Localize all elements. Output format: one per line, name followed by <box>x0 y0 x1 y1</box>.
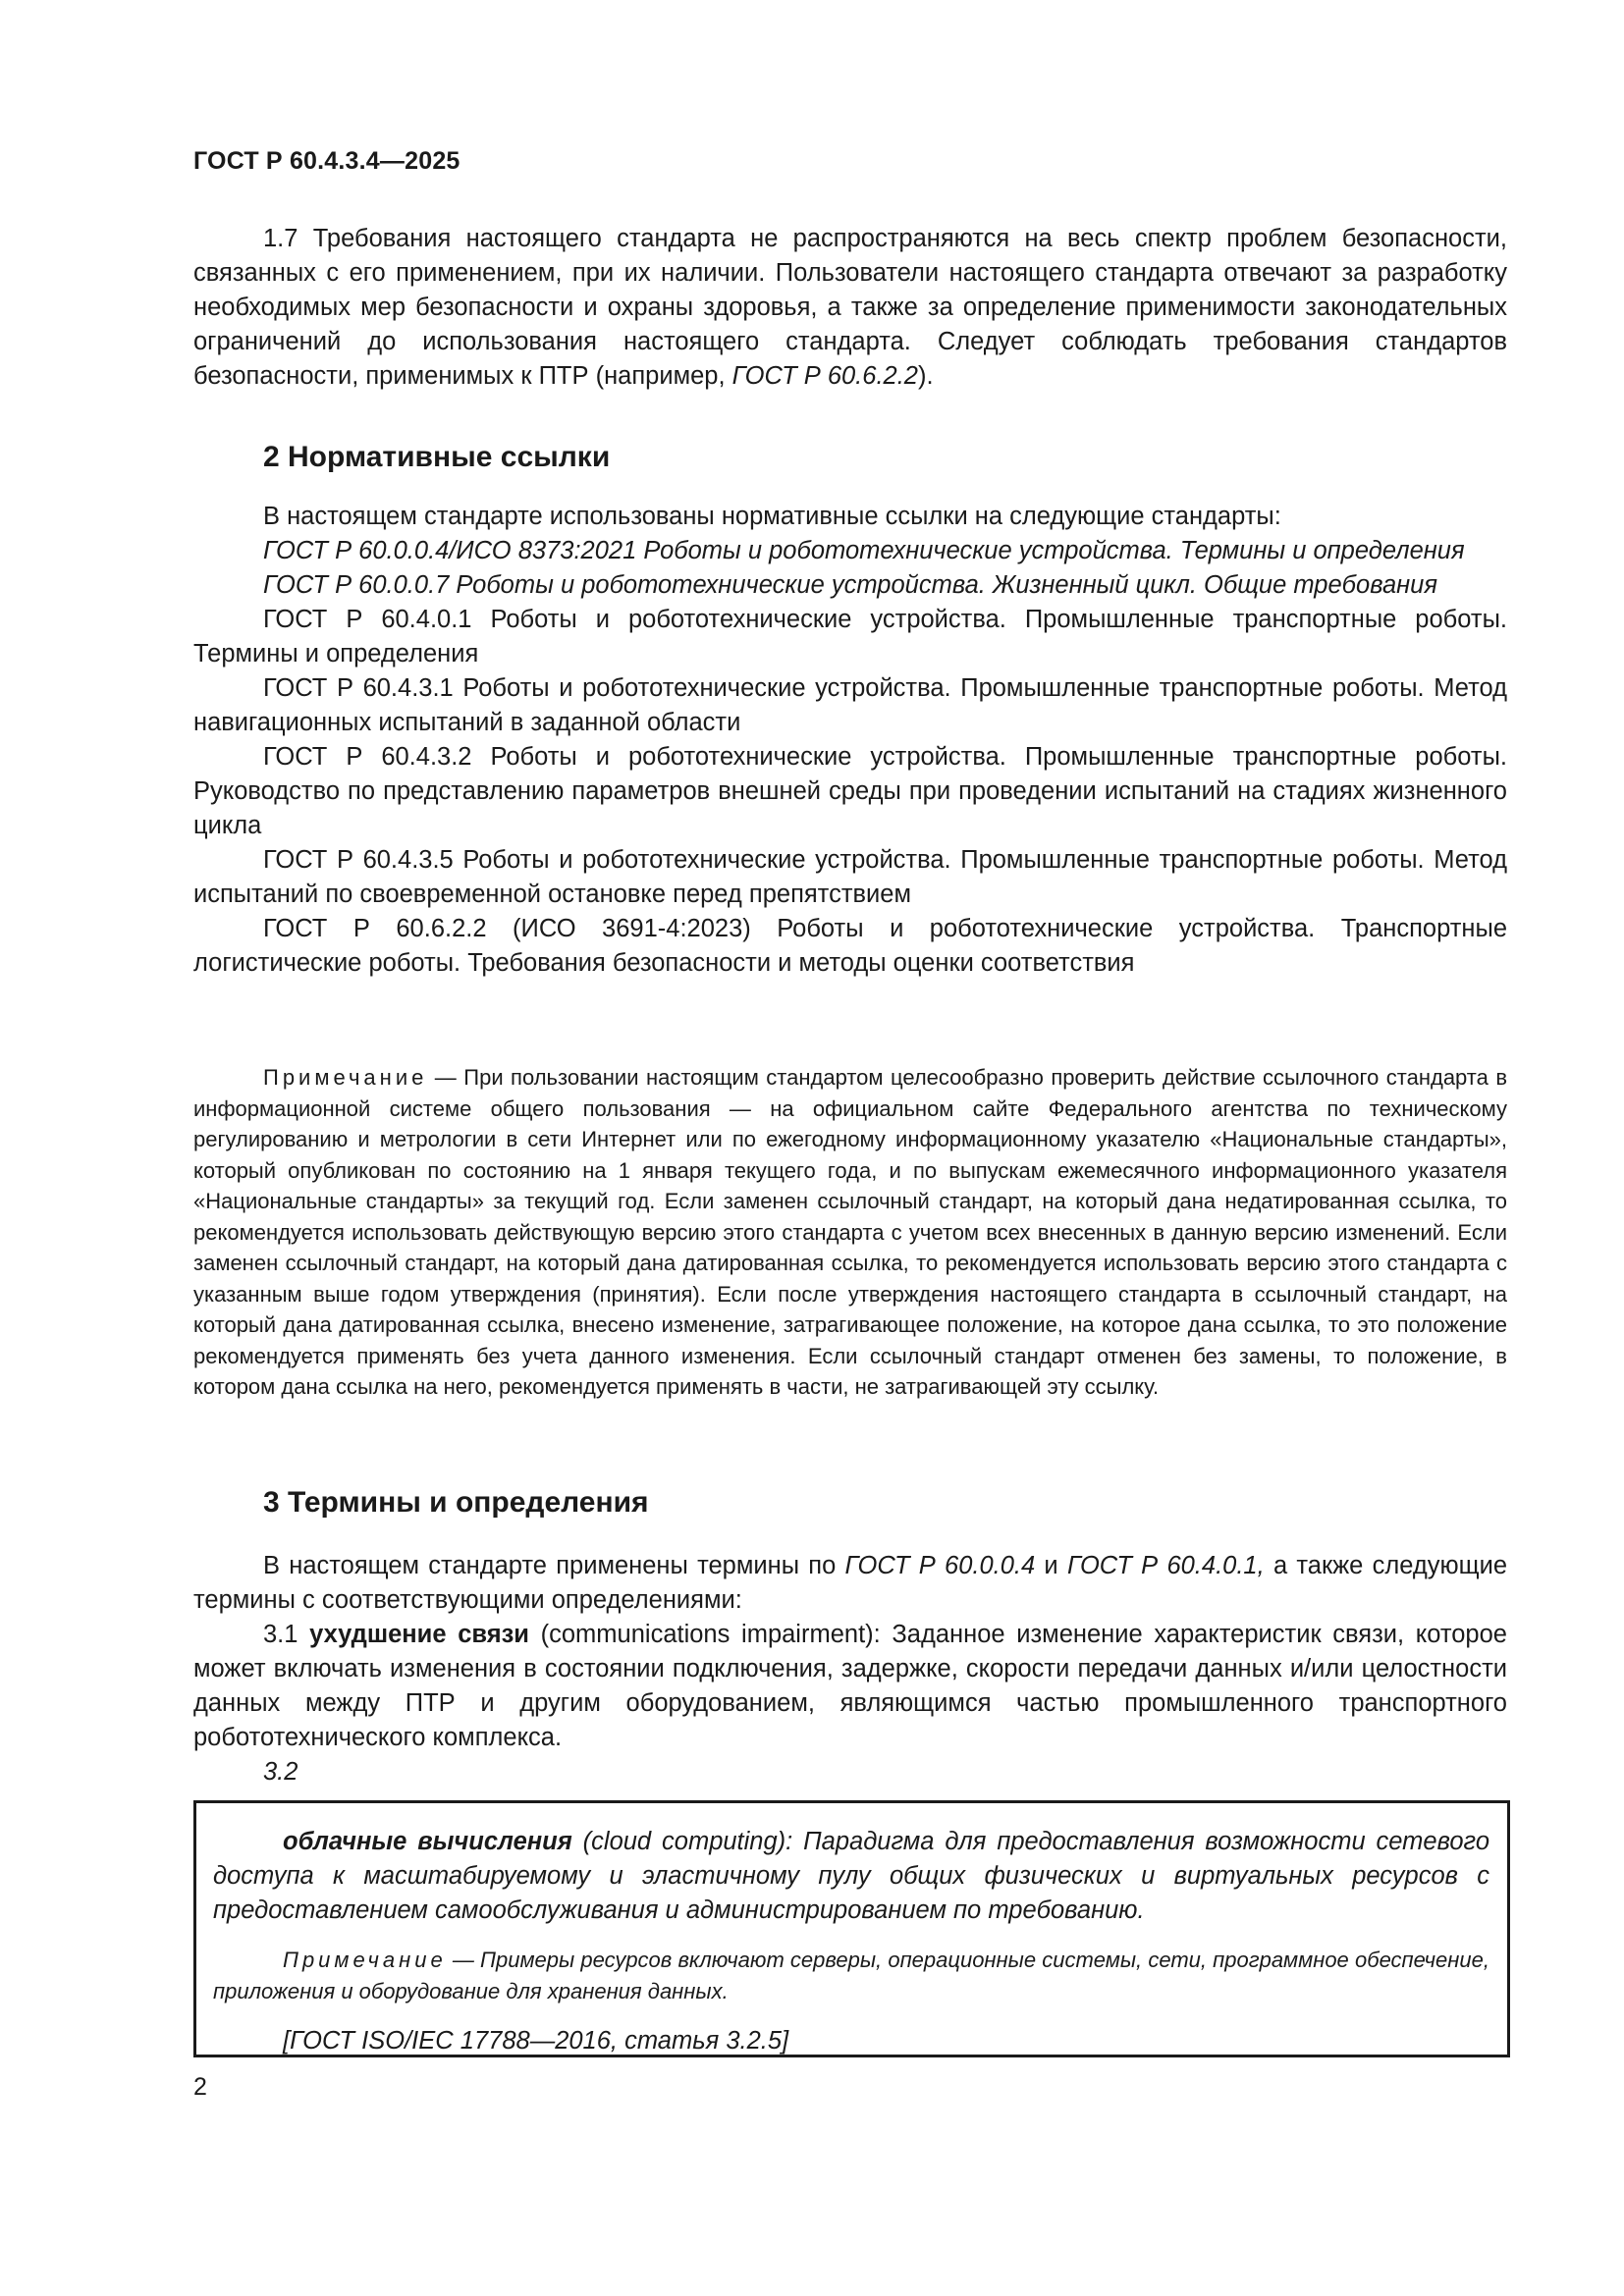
reference-item: ГОСТ Р 60.6.2.2 (ИСО 3691-4:2023) Роботы и робототехнические устройства. Транспортные логистические роботы. Требования безопасности и методы оценки соответствия <box>193 915 1507 977</box>
term-3-1 <box>193 1618 1507 1755</box>
reference-item: ГОСТ Р 60.0.0.7 Роботы и робототехнические устройства. Жизненный цикл. Общие требования <box>263 571 1437 599</box>
note-label: Примечание <box>283 1948 447 1972</box>
term-3-2-definition <box>213 1825 1489 1928</box>
term-english: (communications impairment): <box>528 1621 893 1648</box>
note-label: Примечание <box>263 1065 428 1090</box>
reference-item: ГОСТ Р 60.4.3.5 Роботы и робототехнические устройства. Промышленные транспортные роботы. Метод испытаний по своевременной остановке перед препятствием <box>193 846 1507 908</box>
section-3-body <box>193 1549 1507 1789</box>
reference-item: ГОСТ Р 60.4.0.1 Роботы и робототехнические устройства. Промышленные транспортные роботы. Термины и определения <box>193 606 1507 667</box>
term-3-2-source: [ГОСТ ISO/IEC 17788—2016, статья 3.2.5] <box>283 2027 789 2055</box>
standard-reference: ГОСТ Р 60.6.2.2 <box>731 362 918 390</box>
clause-1-7-paragraph <box>193 222 1507 394</box>
standard-reference: ГОСТ Р 60.4.0.1, <box>1066 1552 1265 1579</box>
section-2-body <box>193 500 1507 981</box>
term-name: ухудшение связи <box>309 1621 529 1648</box>
document-code-header: ГОСТ Р 60.4.3.4—2025 <box>193 147 460 175</box>
clause-text-end: ). <box>918 362 934 390</box>
term-3-2-content <box>213 1825 1489 2058</box>
term-number: 3.1 <box>263 1621 310 1648</box>
section-2-heading: 2 Нормативные ссылки <box>263 441 611 473</box>
note-dash: — <box>446 1948 481 1972</box>
note-dash: — <box>427 1065 464 1090</box>
section-3 <box>193 1485 1507 1521</box>
term-english: (cloud computing): <box>571 1828 804 1855</box>
clause-1-7 <box>193 222 1507 394</box>
page-number: 2 <box>193 2073 207 2101</box>
term-definition: Парадигма для предоставления возможности сетевого доступа к масштабируемому и эластичному пулу общих физических и виртуальных ресурсов с предоставлением самообслуживания и администрированием по требованию. <box>213 1828 1490 1924</box>
standard-reference: ГОСТ Р 60.0.0.4 <box>844 1552 1036 1579</box>
section-2-note <box>193 1062 1507 1403</box>
section-2 <box>193 440 1507 475</box>
intro-text: а также следующие термины с соответствующими определениями: <box>193 1552 1508 1614</box>
term-3-2-box <box>193 1800 1510 2057</box>
note-text: При пользовании настоящим стандартом целесообразно проверить действие ссылочного стандарта в информационной системе общего пользования — на официальном сайте Федерального агентства по техническому регулированию и метрологии в сети Интернет или по ежегодному информационному указателю «Национальные стандарты», который опубликован по состоянию на 1 января текущего года, и по выпускам ежемесячного информационного указателя «Национальные стандарты» за текущий год. Если заменен ссылочный стандарт, на который дана недатированная ссылка, то рекомендуется использовать действующую версию этого стандарта с учетом всех внесенных в данную версию изменений. Если заменен ссылочный стандарт, на который дана датированная ссылка, то рекомендуется использовать версию этого стандарта с указанным выше годом утверждения (принятия). Если после утверждения настоящего стандарта в ссылочный стандарт, на который дана датированная ссылка, внесено изменение, затрагивающее положение, на которое дана ссылка, то это положение рекомендуется применять без учета данного изменения. Если ссылочный стандарт отменен без замены, то положение, в котором дана ссылка на него, рекомендуется применять в части, не затрагивающей эту ссылку. <box>193 1065 1508 1399</box>
section-3-heading: 3 Термины и определения <box>263 1486 649 1519</box>
note-paragraph <box>193 1062 1507 1403</box>
section-2-intro: В настоящем стандарте использованы нормативные ссылки на следующие стандарты: <box>263 503 1281 530</box>
clause-text: 1.7 Требования настоящего стандарта не распространяются на весь спектр проблем безопасности, связанных с его применением, при их наличии. Пользователи настоящего стандарта отвечают за разработку необходимых мер безопасности и охраны здоровья, а также за определение применимости законодательных ограничений до использования настоящего стандарта. Следует соблюдать требования стандартов безопасности, применимых к ПТР (например, <box>193 225 1507 390</box>
term-name: облачные вычисления <box>283 1828 572 1855</box>
section-3-intro <box>193 1549 1507 1618</box>
reference-item: ГОСТ Р 60.0.0.4/ИСО 8373:2021 Роботы и робототехнические устройства. Термины и определения <box>263 537 1465 564</box>
reference-item: ГОСТ Р 60.4.3.2 Роботы и робототехнические устройства. Промышленные транспортные роботы. Руководство по представлению параметров внешней среды при проведении испытаний на стадиях жизненного цикла <box>193 743 1507 839</box>
reference-item: ГОСТ Р 60.4.3.1 Роботы и робототехнические устройства. Промышленные транспортные роботы. Метод навигационных испытаний в заданной области <box>193 674 1507 736</box>
term-definition: Заданное изменение характеристик связи, которое может включать изменения в состоянии подключения, задержке, скорости передачи данных и/или целостности данных между ПТР и другим оборудованием, являющимся частью промышленного транспортного робототехнического комплекса. <box>193 1621 1507 1751</box>
intro-text: и <box>1035 1552 1067 1579</box>
term-3-2-number: 3.2 <box>263 1758 298 1786</box>
note-text: Примеры ресурсов включают серверы, операционные системы, сети, программное обеспечение, приложения и оборудование для хранения данных. <box>213 1948 1489 2003</box>
intro-text: В настоящем стандарте применены термины по <box>263 1552 845 1579</box>
term-3-2-note <box>213 1945 1489 2006</box>
